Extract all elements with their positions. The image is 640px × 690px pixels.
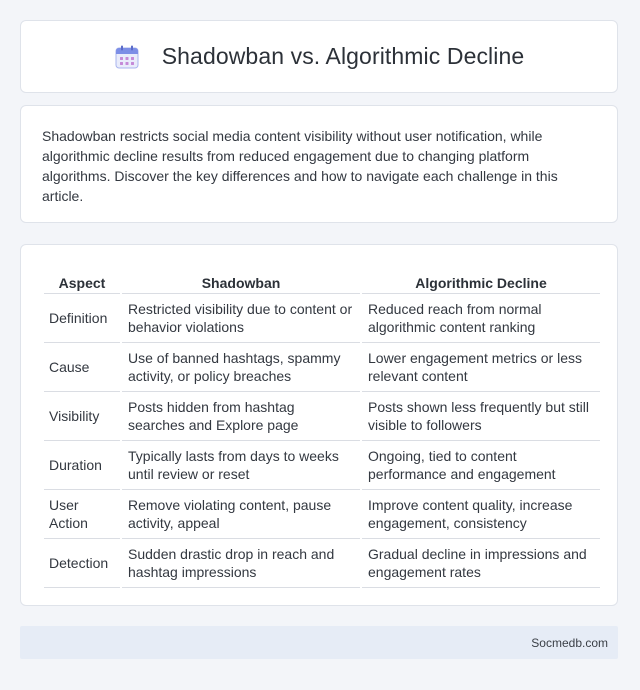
row-algorithmic-decline: Improve content quality, increase engagement, consistency (362, 490, 600, 539)
row-aspect: Detection (44, 539, 120, 588)
column-header-shadowban: Shadowban (122, 265, 360, 294)
table-row (44, 539, 600, 588)
table-row (44, 392, 600, 441)
title-card (20, 20, 618, 93)
intro-paragraph: Shadowban restricts social media content visibility without user notification, while algorithmic decline results from reduced engagement due to changing platform algorithms. Discover the key differences and how to navigate each challenge in this article. (42, 128, 558, 204)
page-title: Shadowban vs. Algorithmic Decline (161, 43, 525, 69)
intro-card (20, 105, 618, 223)
footer-bar (20, 626, 618, 659)
row-aspect: Duration (44, 441, 120, 490)
table-row (44, 441, 600, 490)
row-shadowban: Sudden drastic drop in reach and hashtag impressions (122, 539, 360, 588)
row-shadowban: Posts hidden from hashtag searches and Explore page (122, 392, 360, 441)
row-shadowban: Use of banned hashtags, spammy activity, or policy breaches (122, 343, 360, 392)
comparison-table (42, 265, 602, 588)
calendar-icon (114, 44, 140, 70)
row-algorithmic-decline: Gradual decline in impressions and engagement rates (362, 539, 600, 588)
table-row (44, 294, 600, 343)
row-algorithmic-decline: Ongoing, tied to content performance and engagement (362, 441, 600, 490)
row-aspect: User Action (44, 490, 120, 539)
row-aspect: Definition (44, 294, 120, 343)
row-shadowban: Remove violating content, pause activity, appeal (122, 490, 360, 539)
row-aspect: Visibility (44, 392, 120, 441)
row-aspect: Cause (44, 343, 120, 392)
comparison-card (20, 244, 618, 606)
table-header-row (44, 265, 600, 294)
row-shadowban: Typically lasts from days to weeks until review or reset (122, 441, 360, 490)
table-row (44, 490, 600, 539)
row-algorithmic-decline: Lower engagement metrics or less relevant content (362, 343, 600, 392)
row-shadowban: Restricted visibility due to content or behavior violations (122, 294, 360, 343)
source-credit[interactable]: Socmedb.com (531, 635, 608, 650)
column-header-algorithmic-decline: Algorithmic Decline (362, 265, 600, 294)
row-algorithmic-decline: Posts shown less frequently but still visible to followers (362, 392, 600, 441)
row-algorithmic-decline: Reduced reach from normal algorithmic content ranking (362, 294, 600, 343)
table-row (44, 343, 600, 392)
column-header-aspect: Aspect (44, 265, 120, 294)
